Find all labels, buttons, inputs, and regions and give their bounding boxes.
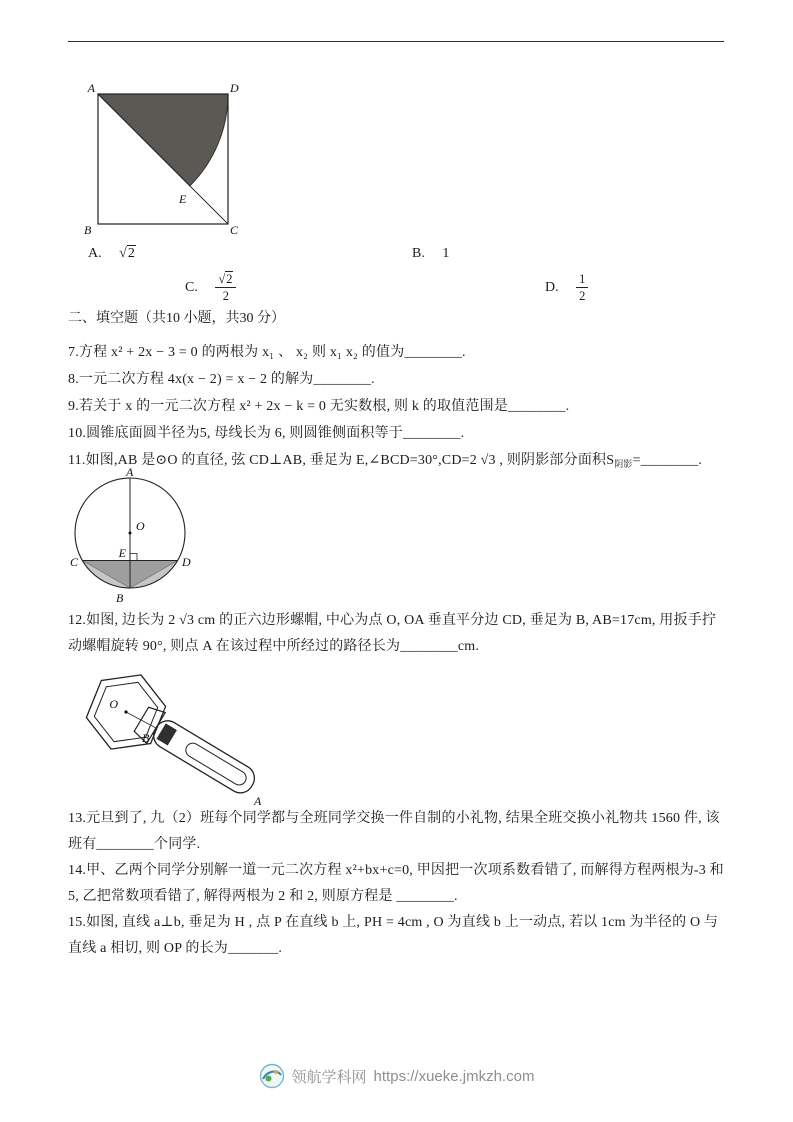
- question-14: 14.甲、乙两个同学分别解一道一元二次方程 x²+bx+c=0, 甲因把一次项系数看错了, 而解得方程两根为-3 和 5, 乙把常数项看错了, 解得两根为 2 和 2, 则原方程是 ________.: [68, 863, 724, 904]
- fraction-denominator: 2: [222, 289, 230, 304]
- question-7: 7.方程 x² + 2x − 3 = 0 的两根为 x₁ 、 x₂ 则 x₁ x₂ 的值为________.: [68, 345, 466, 360]
- choice-A-label: A.: [88, 246, 102, 261]
- label-C: C: [230, 223, 239, 237]
- question-10: 10.圆锥底面圆半径为5, 母线长为 6, 则圆锥侧面积等于________.: [68, 426, 465, 441]
- label-B: B: [84, 223, 92, 237]
- radical-sign: √: [119, 246, 127, 261]
- wrench-body: [132, 704, 261, 801]
- label-B: B: [142, 731, 150, 745]
- right-angle-mark: [130, 554, 137, 561]
- question-8: 8.一元二次方程 4x(x − 2) = x − 2 的解为________.: [68, 372, 375, 387]
- shaded-region: [98, 94, 228, 186]
- label-E: E: [118, 546, 126, 560]
- fraction-denominator: 2: [579, 289, 586, 304]
- choice-D-label: D.: [545, 280, 559, 296]
- logo-green-dot: [265, 1076, 271, 1082]
- choice-C-label: C.: [185, 280, 198, 296]
- choice-B: [412, 246, 449, 262]
- circle-figure-svg: [52, 468, 224, 610]
- choice-D-value: [576, 272, 588, 304]
- section-title: 二、填空题（共10 小题，共30 分）: [68, 311, 285, 326]
- label-D: D: [230, 82, 239, 95]
- choice-C-value: [215, 272, 236, 304]
- footer-site-name: 领航学科网: [291, 1068, 367, 1086]
- footer: [0, 1063, 793, 1089]
- site-logo-icon: [259, 1063, 285, 1089]
- question-13: 13.元旦到了, 九（2）班每个同学都与全班同学交换一件自制的小礼物, 结果全班交换小礼物共 1560 件, 该班有________个同学.: [68, 811, 720, 852]
- question12-wrench-figure: [68, 664, 280, 821]
- question-11-text: 11.如图,AB 是⊙O 的直径, 弦 CD⊥AB, 垂足为 E,∠BCD=30°,CD=2 √3 , 则阴影部分面积S: [68, 453, 615, 468]
- label-A: A: [126, 468, 134, 479]
- question-12: 12.如图, 边长为 2 √3 cm 的正六边形螺帽, 中心为点 O, OA 垂直平分边 CD, 垂足为 B, AB=17cm, 用扳手拧动螺帽旋转 90°, 则点 A 在该过程中所经过的路径长为________cm.: [68, 613, 717, 654]
- radical-sign: √: [218, 272, 226, 286]
- center-dot: [124, 710, 127, 713]
- choice-B-value: 1: [442, 246, 450, 261]
- center-dot: [129, 532, 132, 535]
- label-A: A: [254, 794, 262, 808]
- top-divider: [68, 41, 724, 42]
- question6-square-figure: [80, 82, 242, 243]
- question-11-subscript: 阴影: [614, 459, 633, 469]
- choice-A-value: [119, 246, 136, 262]
- label-E: E: [179, 192, 187, 206]
- label-C: C: [69, 555, 78, 569]
- radicand: 2: [226, 272, 233, 286]
- label-A: A: [87, 82, 95, 95]
- logo-orange-dot: [274, 1070, 278, 1074]
- label-B: B: [116, 591, 124, 605]
- choice-A: [88, 246, 136, 262]
- wrench-figure-svg: [68, 664, 280, 816]
- choice-B-label: B.: [412, 246, 425, 261]
- footer-url: https://xueke.jmkzh.com: [373, 1067, 535, 1085]
- choice-C: [185, 272, 236, 304]
- question11-circle-figure: [52, 468, 224, 615]
- question-11-tail: =________.: [632, 453, 703, 468]
- choice-D: [545, 272, 588, 304]
- fraction-numerator: [215, 272, 236, 288]
- fraction-numerator: 1: [576, 272, 588, 288]
- question-9: 9.若关于 x 的一元二次方程 x² + 2x − k = 0 无实数根, 则 k 的取值范围是________.: [68, 399, 570, 414]
- label-D: D: [182, 555, 191, 569]
- label-O: O: [136, 519, 145, 533]
- radicand: 2: [127, 246, 135, 261]
- question-15: 15.如图, 直线 a⊥b, 垂足为 H , 点 P 在直线 b 上, PH = 4cm , O 为直线 b 上一动点, 若以 1cm 为半径的 O 与直线 a 相切, 则 OP 的长为_______.: [68, 915, 719, 956]
- square-figure-svg: [80, 82, 242, 238]
- label-O: O: [109, 697, 118, 711]
